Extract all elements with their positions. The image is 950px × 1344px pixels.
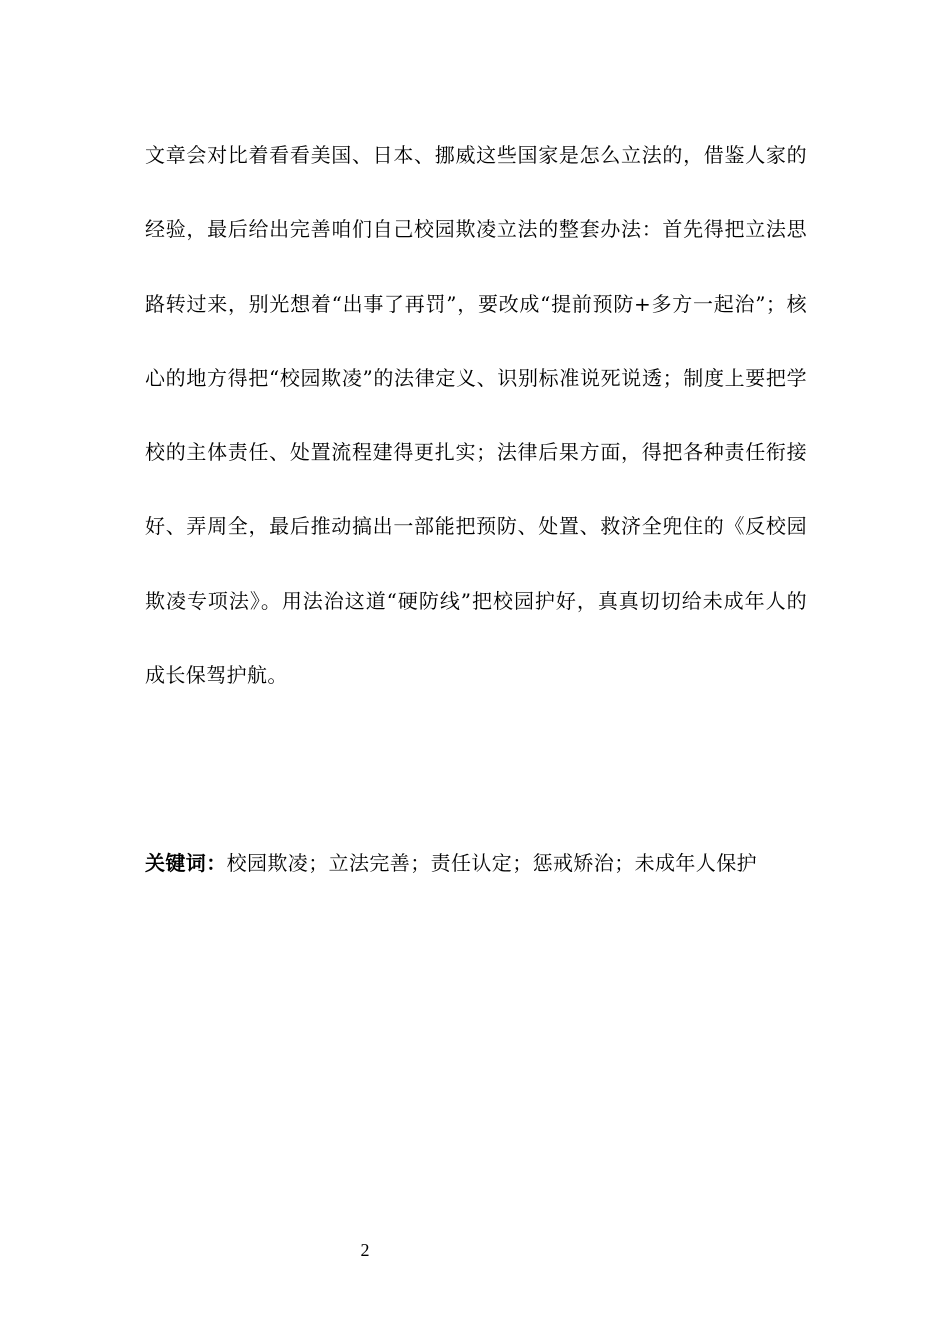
page-number: 2 bbox=[360, 1240, 370, 1260]
keywords-label: 关键词： bbox=[145, 851, 227, 875]
keywords-line bbox=[145, 843, 807, 883]
keywords-text: 校园欺凌；立法完善；责任认定；惩戒矫治；未成年人保护 bbox=[226, 851, 758, 875]
body-paragraph: 文章会对比着看看美国、日本、挪威这些国家是怎么立法的，借鉴人家的经验，最后给出完善咱们自己校园欺凌立法的整套办法：首先得把立法思路转过来，别光想着“出事了再罚”，要改成“提前预防+多方一起治”；核心的地方得把“校园欺凌”的法律定义、识别标准说死说透；制度上要把学校的主体责任、处置流程建得更扎实；法律后果方面，得把各种责任衔接好、弄周全，最后推动搞出一部能把预防、处置、救济全兜住的《反校园欺凌专项法》。用法治这道“硬防线”把校园护好，真真切切给未成年人的成长保驾护航。 bbox=[145, 143, 807, 688]
